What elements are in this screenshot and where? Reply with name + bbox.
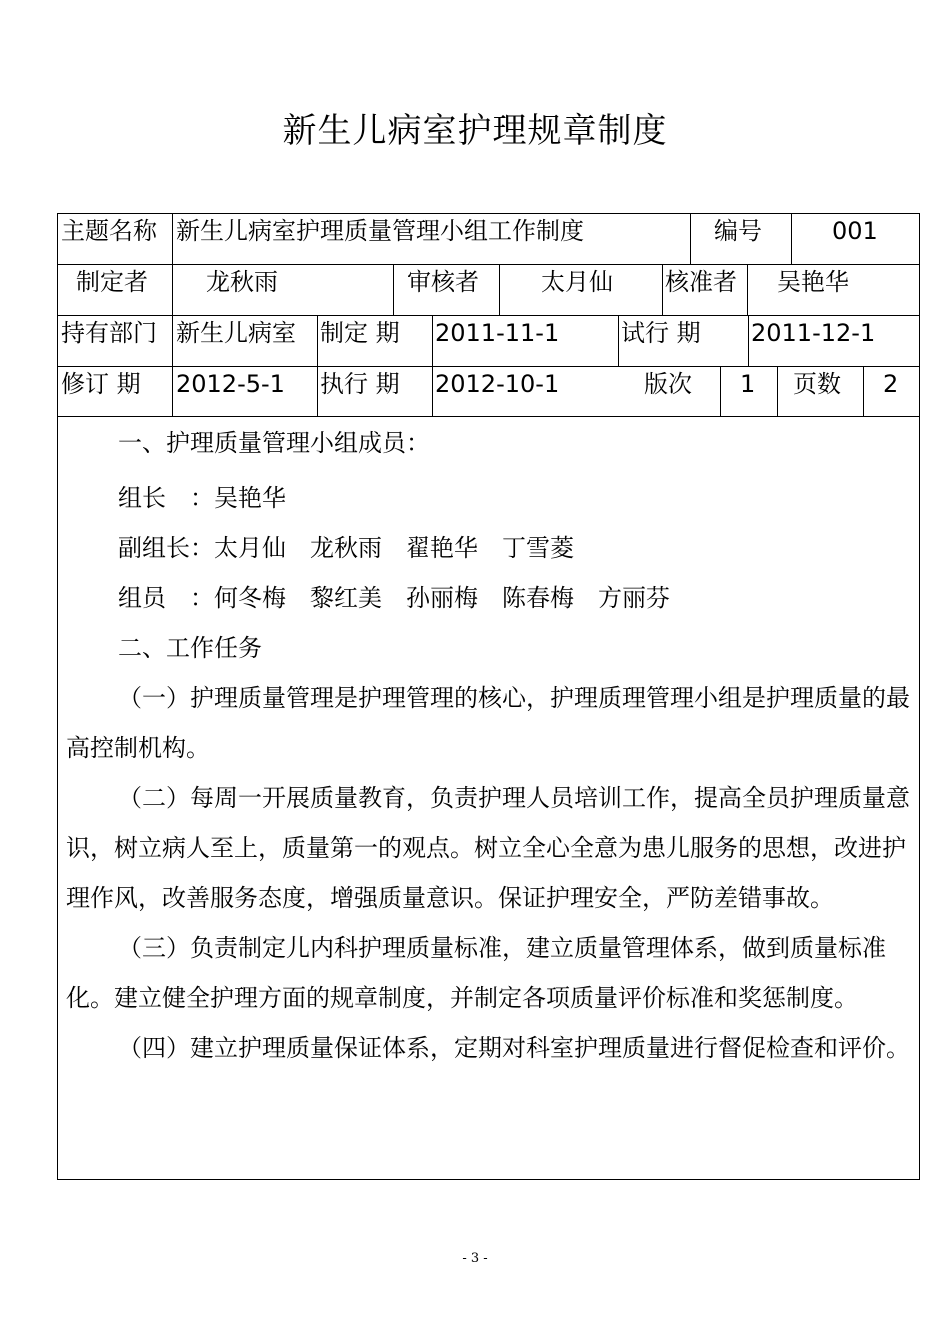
author-value: 龙秋雨 (206, 268, 278, 296)
paragraph: （四）建立护理质量保证体系，定期对科室护理质量进行督促检查和评价。 (118, 1034, 910, 1062)
col-divider (777, 366, 778, 416)
pages-value: 2 (883, 370, 899, 398)
col-divider (791, 214, 792, 264)
created-value: 2011-11-1 (435, 319, 560, 347)
row-divider (58, 315, 919, 316)
trial-value: 2011-12-1 (751, 319, 876, 347)
col-divider (720, 366, 721, 416)
exec-value: 2012-10-1 (435, 370, 560, 398)
page-title: 新生儿病室护理规章制度 (282, 111, 668, 151)
number-label: 编号 (714, 217, 762, 245)
revised-label: 修订 期 (61, 370, 141, 398)
number-value: 001 (832, 217, 878, 245)
col-divider (172, 214, 173, 416)
col-divider (432, 315, 433, 416)
row-divider (58, 366, 919, 367)
exec-label: 执行 期 (320, 370, 400, 398)
deputy-line: 副组长：太月仙 龙秋雨 翟艳华 丁雪菱 (118, 534, 574, 562)
row-divider (58, 264, 919, 265)
col-divider (747, 264, 748, 315)
document-body (66, 416, 914, 1073)
col-divider (393, 264, 394, 315)
approver-label: 核准者 (665, 268, 737, 296)
trial-label: 试行 期 (621, 319, 701, 347)
paragraph: （三）负责制定儿内科护理质量标准，建立质量管理体系，做到质量标准化。建立健全护理方面的规章制度，并制定各项质量评价标准和奖惩制度。 (66, 934, 886, 1012)
section-heading: 二、工作任务 (118, 634, 262, 662)
col-divider (690, 214, 691, 264)
col-divider (863, 366, 864, 416)
revised-value: 2012-5-1 (176, 370, 285, 398)
section-heading: 一、护理质量管理小组成员： (118, 429, 430, 457)
pages-label: 页数 (793, 370, 841, 398)
col-divider (317, 315, 318, 416)
dept-value: 新生儿病室 (176, 319, 296, 347)
theme-label: 主题名称 (61, 217, 157, 245)
document-table (57, 213, 920, 1180)
edition-value: 1 (740, 370, 756, 398)
paragraph: （一）护理质量管理是护理管理的核心，护理质理管理小组是护理质量的最高控制机构。 (66, 684, 910, 762)
page-number: - 3 - (462, 1251, 488, 1266)
col-divider (499, 264, 500, 315)
dept-label: 持有部门 (61, 319, 157, 347)
created-label: 制定 期 (320, 319, 400, 347)
col-divider (662, 264, 663, 315)
col-divider (748, 315, 749, 366)
edition-label: 版次 (644, 370, 692, 398)
reviewer-label: 审核者 (407, 268, 479, 296)
approver-value: 吴艳华 (777, 268, 849, 296)
leader-line: 组长 ：吴艳华 (118, 484, 286, 512)
paragraph: （二）每周一开展质量教育，负责护理人员培训工作，提高全员护理质量意识，树立病人至上，质量第一的观点。树立全心全意为患儿服务的思想，改进护理作风，改善服务态度，增强质量意识。保证护理安全，严防差错事故。 (66, 784, 910, 912)
reviewer-value: 太月仙 (541, 268, 613, 296)
members-line: 组员 ：何冬梅 黎红美 孙丽梅 陈春梅 方丽芬 (118, 584, 670, 612)
col-divider (618, 315, 619, 366)
theme-value: 新生儿病室护理质量管理小组工作制度 (176, 217, 584, 245)
author-label: 制定者 (76, 268, 148, 296)
